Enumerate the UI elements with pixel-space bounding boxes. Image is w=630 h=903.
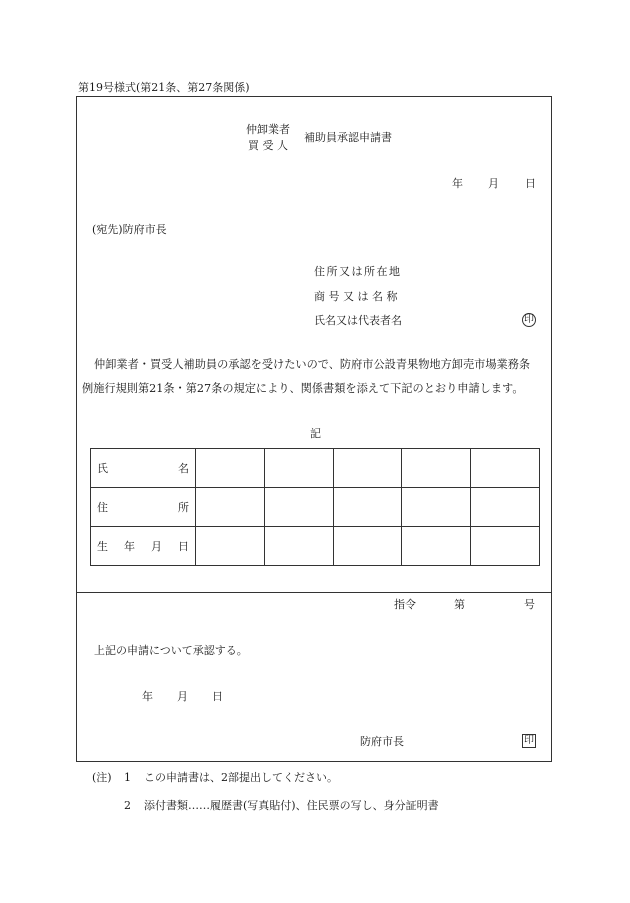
approval-date-year: 年	[142, 690, 153, 703]
name-cell[interactable]	[264, 449, 333, 488]
table-row	[91, 527, 540, 566]
approval-statement: 上記の申請について承認する。	[94, 644, 248, 657]
note-text: この申請書は、2部提出してください。	[144, 771, 338, 784]
row-label-address	[91, 488, 196, 527]
date-month: 月	[488, 177, 499, 190]
signer-title: 防府市長	[360, 735, 404, 748]
body-line-1: 仲卸業者・買受人補助員の承認を受けたいので、防府市公設青果物地方卸売市場業務条	[94, 358, 531, 371]
notes-label: (注)	[92, 771, 112, 784]
birthdate-cell[interactable]	[471, 527, 540, 566]
table-row	[91, 488, 540, 527]
row-label-birthdate	[91, 527, 196, 566]
address-cell[interactable]	[471, 488, 540, 527]
address-cell[interactable]	[264, 488, 333, 527]
date-day: 日	[525, 177, 536, 190]
label-char: 所	[178, 501, 189, 514]
directive-dai: 第	[454, 598, 465, 611]
label-char: 月	[151, 540, 162, 553]
label-char: 日	[178, 540, 189, 553]
label-char: 住	[97, 501, 108, 514]
addressee: (宛先)防府市長	[92, 223, 167, 236]
applicant-seal-mark: 印	[524, 314, 534, 325]
note-number: 2	[124, 799, 131, 812]
birthdate-cell[interactable]	[402, 527, 471, 566]
name-cell[interactable]	[196, 449, 265, 488]
name-cell[interactable]	[402, 449, 471, 488]
ki-label: 記	[310, 427, 321, 440]
form-number: 第19号様式(第21条、第27条関係)	[78, 81, 250, 94]
address-cell[interactable]	[196, 488, 265, 527]
trade-name-label: 商 号 又 は 名 称	[314, 290, 398, 303]
name-cell[interactable]	[333, 449, 402, 488]
title-option-wholesaler: 仲卸業者	[246, 123, 290, 136]
note-number: 1	[124, 771, 131, 784]
address-label: 住所又は所在地	[314, 265, 402, 278]
birthdate-cell[interactable]	[333, 527, 402, 566]
date-year: 年	[452, 177, 463, 190]
label-char: 生	[97, 540, 108, 553]
label-char: 名	[178, 462, 189, 475]
approval-date-day: 日	[212, 690, 223, 703]
directive-prefix: 指令	[394, 598, 416, 611]
label-char: 年	[124, 540, 135, 553]
address-cell[interactable]	[402, 488, 471, 527]
birthdate-cell[interactable]	[196, 527, 265, 566]
approval-date-month: 月	[177, 690, 188, 703]
form-title: 補助員承認申請書	[304, 131, 392, 144]
directive-go: 号	[524, 598, 535, 611]
row-label-name	[91, 449, 196, 488]
table-row	[91, 449, 540, 488]
representative-label: 氏名又は代表者名	[314, 314, 402, 327]
body-line-2: 例施行規則第21条・第27条の規定により、関係書類を添えて下記のとおり申請します。	[82, 382, 524, 395]
title-option-buyer: 買 受 人	[248, 139, 288, 152]
applicant-info-table	[90, 448, 540, 566]
birthdate-cell[interactable]	[264, 527, 333, 566]
approval-divider	[76, 592, 552, 593]
label-char: 氏	[97, 462, 108, 475]
note-text: 添付書類……履歴書(写真貼付)、住民票の写し、身分証明書	[144, 799, 439, 812]
address-cell[interactable]	[333, 488, 402, 527]
name-cell[interactable]	[471, 449, 540, 488]
signer-seal-mark: 印	[524, 735, 534, 746]
